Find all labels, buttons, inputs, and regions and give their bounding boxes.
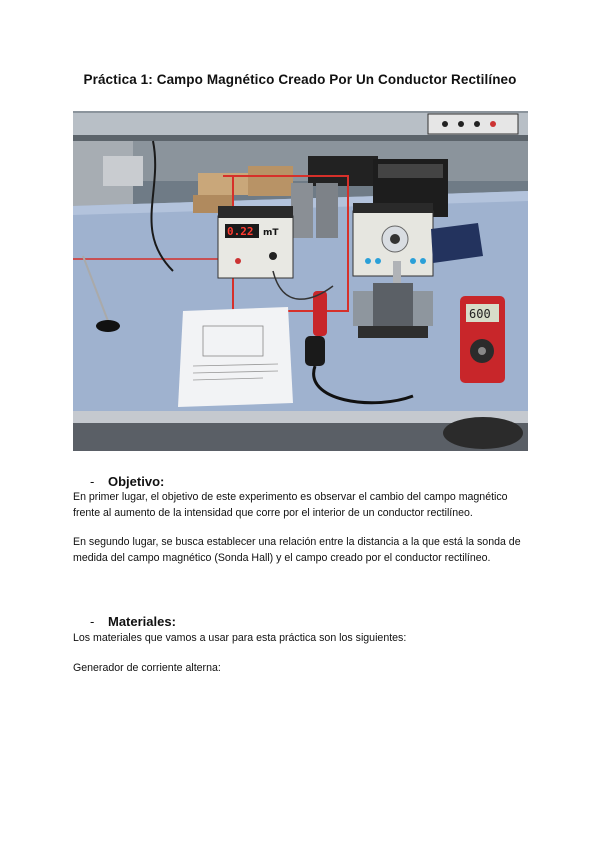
section-heading-materiales	[90, 614, 176, 629]
paragraph: En primer lugar, el objetivo de este experimento es observar el cambio del campo magnético frente al aumento de la intensidad que corre por el interior de un conductor rectilíneo.	[73, 491, 508, 519]
multimeter-readout: 600	[469, 307, 491, 321]
bullet: -	[90, 614, 95, 629]
teslameter-readout: 0.22	[227, 225, 254, 238]
heading-text: Materiales:	[108, 614, 176, 629]
bullet: -	[90, 474, 95, 489]
paragraph: En segundo lugar, se busca establecer una relación entre la distancia a la que está la sonda de medida del campo magnético (Sonda Hall) y el campo creado por el conductor rectilíneo.	[73, 536, 521, 564]
lab-setup-illustration	[73, 111, 528, 451]
paragraph: Los materiales que vamos a usar para esta práctica son los siguientes:	[73, 632, 407, 644]
teslameter-unit: mT	[263, 228, 279, 238]
experiment-photo	[73, 111, 528, 451]
page-title: Práctica 1: Campo Magnético Creado Por Un Conductor Rectilíneo	[83, 72, 517, 87]
heading-text: Objetivo:	[108, 474, 165, 489]
section-heading-objetivo	[90, 474, 164, 489]
paragraph: Generador de corriente alterna:	[73, 662, 221, 674]
